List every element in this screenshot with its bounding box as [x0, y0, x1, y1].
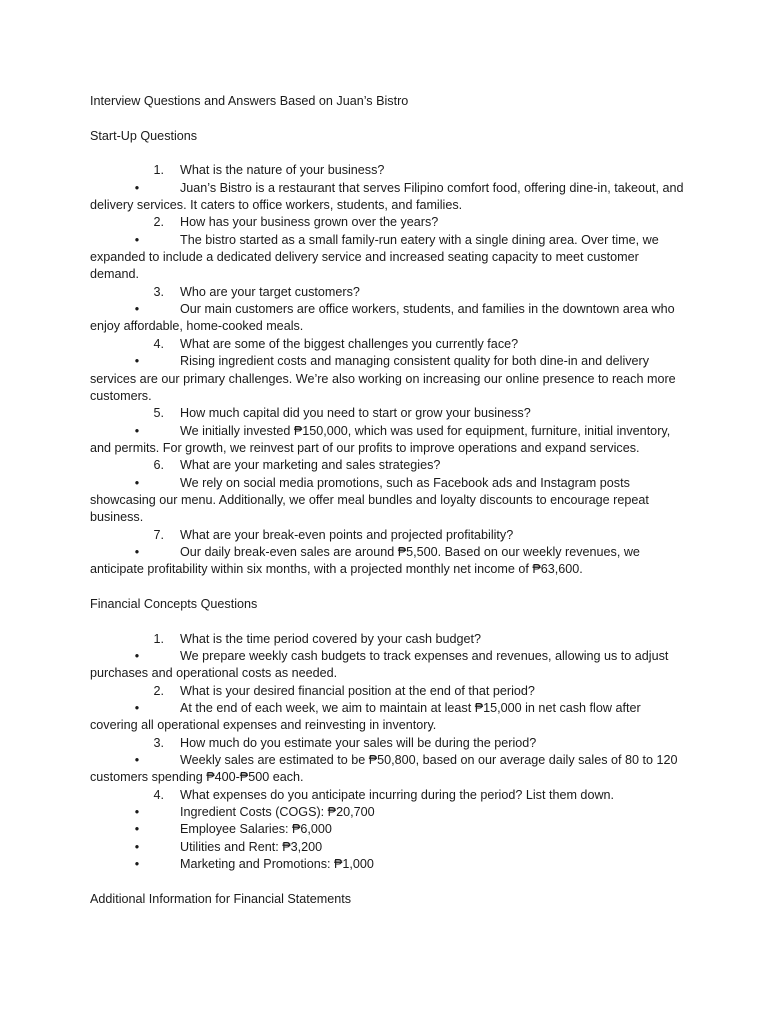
spacer	[90, 873, 690, 890]
bullet-icon: •	[134, 544, 140, 559]
answer-text: Weekly sales are estimated to be ₱50,800, based on our average daily sales of 80 to 120 customers spending ₱400-₱500 each.	[90, 753, 678, 785]
question-text: How has your business grown over the years?	[180, 215, 439, 230]
answer-item	[90, 475, 690, 527]
spacer	[90, 579, 690, 596]
bullet-icon: •	[134, 180, 140, 195]
bullet-icon: •	[134, 839, 140, 854]
answer-item	[90, 804, 690, 821]
question-item	[90, 735, 690, 752]
answer-text: Marketing and Promotions: ₱1,000	[180, 857, 374, 872]
question-number: 4.	[153, 336, 164, 351]
bullet-icon: •	[134, 423, 140, 438]
document-title: Interview Questions and Answers Based on Juan’s Bistro	[90, 94, 409, 108]
question-number: 1.	[153, 631, 164, 646]
question-item	[90, 631, 690, 648]
answer-item	[90, 752, 690, 787]
question-number: 1.	[153, 163, 164, 178]
bullet-icon: •	[134, 475, 140, 490]
spacer	[90, 613, 690, 630]
question-item	[90, 405, 690, 422]
question-number: 3.	[153, 735, 164, 750]
answer-item	[90, 839, 690, 856]
bullet-icon: •	[134, 753, 140, 768]
question-text: What is the time period covered by your cash budget?	[180, 631, 482, 646]
answer-item	[90, 648, 690, 683]
answer-item	[90, 180, 690, 215]
bullet-icon: •	[134, 805, 140, 820]
question-item	[90, 787, 690, 804]
section-heading: Start-Up Questions	[90, 128, 198, 143]
answer-text: We prepare weekly cash budgets to track expenses and revenues, allowing us to adjust purchases and operational costs as needed.	[90, 649, 669, 681]
bullet-icon: •	[134, 232, 140, 247]
answer-item	[90, 353, 690, 405]
answer-text: We initially invested ₱150,000, which was used for equipment, furniture, initial inventory, and permits. For growth, we reinvest part of our profits to improve operations and expand services.	[90, 423, 671, 455]
answer-item	[90, 856, 690, 873]
answer-text: Ingredient Costs (COGS): ₱20,700	[180, 805, 375, 820]
bullet-icon: •	[134, 857, 140, 872]
question-text: Who are your target customers?	[180, 284, 360, 299]
bullet-icon: •	[134, 822, 140, 837]
answer-text: We rely on social media promotions, such as Facebook ads and Instagram posts showcasing our menu. Additionally, we offer meal bundles and loyalty discounts to encourage repeat business.	[90, 475, 649, 525]
bullet-icon: •	[134, 701, 140, 716]
question-text: How much do you estimate your sales will be during the period?	[180, 735, 537, 750]
question-item	[90, 214, 690, 231]
question-item	[90, 162, 690, 179]
question-text: What are your marketing and sales strategies?	[180, 458, 441, 473]
section-heading: Financial Concepts Questions	[90, 596, 258, 611]
answer-item	[90, 700, 690, 735]
document-body	[90, 93, 690, 908]
spacer	[90, 145, 690, 162]
question-item	[90, 683, 690, 700]
bullet-icon: •	[134, 649, 140, 663]
question-text: What is the nature of your business?	[180, 163, 385, 178]
question-item	[90, 527, 690, 544]
answer-item	[90, 301, 690, 336]
question-item	[90, 284, 690, 301]
question-text: What is your desired financial position at the end of that period?	[180, 683, 535, 698]
question-number: 7.	[153, 527, 164, 542]
question-number: 3.	[153, 284, 164, 299]
answer-text: Utilities and Rent: ₱3,200	[180, 839, 323, 854]
question-text: What expenses do you anticipate incurring during the period? List them down.	[180, 787, 615, 802]
question-number: 2.	[153, 683, 164, 698]
question-text: What are your break-even points and projected profitability?	[180, 527, 514, 542]
answer-item	[90, 544, 690, 579]
spacer	[90, 110, 690, 127]
answer-item	[90, 423, 690, 458]
answer-text: The bistro started as a small family-run eatery with a single dining area. Over time, we expanded to include a dedicated delivery service and increased seating capacity to meet customer demand.	[90, 232, 659, 282]
answer-text: Employee Salaries: ₱6,000	[180, 822, 332, 837]
answer-text: Rising ingredient costs and managing consistent quality for both dine-in and delivery services are our primary challenges. We’re also working on increasing our online presence to reach more customers.	[90, 354, 676, 403]
answer-text: Juan’s Bistro is a restaurant that serves Filipino comfort food, offering dine-in, takeout, and delivery services. It caters to office workers, students, and families.	[90, 180, 684, 213]
question-text: How much capital did you need to start or grow your business?	[180, 406, 531, 421]
question-number: 5.	[153, 406, 164, 421]
answer-item	[90, 232, 690, 284]
question-text: What are some of the biggest challenges you currently face?	[180, 336, 519, 351]
answer-text: Our main customers are office workers, students, and families in the downtown area who enjoy affordable, home-cooked meals.	[90, 302, 675, 334]
answer-item	[90, 821, 690, 838]
section-heading: Additional Information for Financial Statements	[90, 891, 352, 906]
question-number: 2.	[153, 215, 164, 230]
question-item	[90, 457, 690, 474]
bullet-icon: •	[134, 302, 140, 317]
bullet-icon: •	[134, 354, 140, 369]
answer-text: Our daily break-even sales are around ₱5,500. Based on our weekly revenues, we anticipate profitability within six months, with a projected monthly net income of ₱63,600.	[90, 544, 640, 577]
answer-text: At the end of each week, we aim to maintain at least ₱15,000 in net cash flow after covering all operational expenses and reinvesting in inventory.	[90, 701, 641, 733]
question-number: 6.	[153, 458, 164, 473]
question-item	[90, 336, 690, 353]
question-number: 4.	[153, 787, 164, 802]
